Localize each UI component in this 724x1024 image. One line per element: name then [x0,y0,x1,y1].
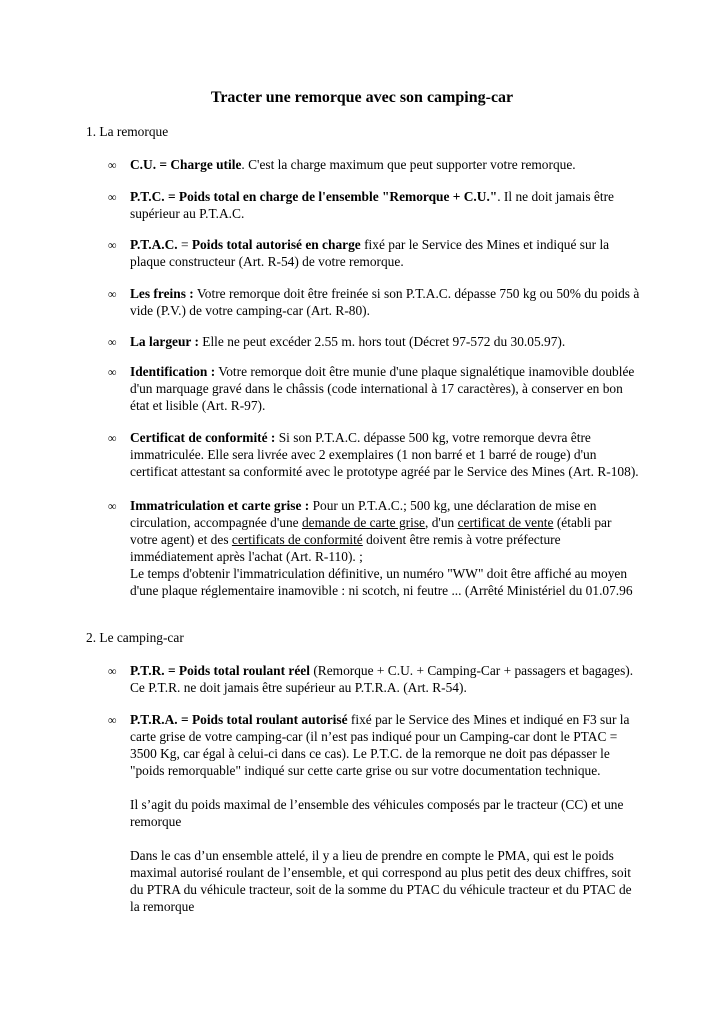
item-term: Les freins : [130,286,194,301]
item-text: fixé par le Service des Mines et indiqué sur la plaque constructeur (Art. R-54) de votre remorque. [130,237,610,269]
item-term: Immatriculation et carte grise : [130,498,310,513]
item-text: fixé par le Service des Mines et indiqué en F3 sur la carte grise de votre camping-car (il n’est pas indiqué pour un Camping-car dont le PTAC = 3500 Kg, car égal à celui-ci dans ce cas). Le P.T.C. de la remorque ne doit pas dépasser le "poids remorquable" indiqué sur cette carte grise ou sur votre documentation technique. [130,712,630,778]
bullet-icon: ∞ [108,158,117,172]
item-term: P.T.R.A. = Poids total roulant autorisé [130,712,348,727]
item-term: P.T.A.C. [130,237,178,252]
item-text: . Il ne doit jamais être supérieur au P.T.A.C. [130,189,614,221]
item-text: Si son P.T.A.C. dépasse 500 kg, votre remorque devra être immatriculée. Elle sera livrée avec 2 exemplaires (1 non barré et 1 barré de rouge) d'un certificat attestant sa conformité avec le prototype agréé par le Service des Mines (Art. R-108). [130,430,639,479]
item-term-2: Poids total autorisé en charge [191,237,361,252]
item-term: Identification : [130,364,216,379]
item-text: Elle ne peut excéder 2.55 m. hors tout (Décret 97-572 du 30.05.97). [198,334,566,349]
item-text: . C'est la charge maximum que peut supporter votre remorque. [241,157,576,172]
item-text: (Remorque + C.U. + Camping-Car + passagers et bagages). Ce P.T.R. ne doit jamais être supérieur au P.T.R.A. (Art. R-54). [130,663,634,695]
bullet-icon: ∞ [108,365,117,379]
bullet-icon: ∞ [108,499,117,513]
item-text: (établi par votre agent) et des [130,515,612,547]
bullet-icon: ∞ [108,664,117,678]
link-demande-carte-grise: demande de carte grise [301,515,426,530]
link-certificat-vente: certificat de vente [457,515,554,530]
item-term: Certificat de conformité : [130,430,276,445]
section-heading-camping-car: 2. Le camping-car [86,630,184,645]
item-term: P.T.C. = Poids total en charge de l'ensemble "Remorque + C.U." [130,189,498,204]
item-term: C.U. = Charge utile [130,157,242,172]
item-term: La largeur : [130,334,199,349]
link-certificats-conformite: certificats de conformité [231,532,363,547]
item-text: , d'un [425,515,458,530]
section-heading-remorque: 1. La remorque [86,124,169,139]
item-paragraph: Il s’agit du poids maximal de l’ensemble des véhicules composés par le tracteur (CC) et une remorque [130,797,624,829]
bullet-icon: ∞ [108,238,117,252]
item-text-continuation: Le temps d'obtenir l'immatriculation définitive, un numéro "WW" doit être affiché au moyen d'une plaque réglementaire inamovible : ni scotch, ni feutre ... (Arrêté Ministériel du 01.07.96 [130,566,633,598]
item-text: Votre remorque doit être munie d'une plaque signalétique inamovible doublée d'un marquage gravé dans le châssis (code international à 17 caractères), à conserver en bon état et lisible (Art. R-97). [130,364,635,413]
item-term: P.T.R. = Poids total roulant réel [130,663,310,678]
item-text: Pour un P.T.A.C.; 500 kg, une déclaration de mise en circulation, accompagnée d'une [130,498,597,530]
bullet-icon: ∞ [108,190,117,204]
bullet-icon: ∞ [108,431,117,445]
bullet-icon: ∞ [108,335,117,349]
bullet-icon: ∞ [108,287,117,301]
item-text: doivent être remis à votre préfecture immédiatement après l'achat (Art. R-110). ; [130,532,561,564]
document-title: Tracter une remorque avec son camping-car [210,89,514,106]
bullet-icon: ∞ [108,713,117,727]
item-paragraph: Dans le cas d’un ensemble attelé, il y a lieu de prendre en compte le PMA, qui est le poids maximal autorisé roulant de l’ensemble, et qui correspond au plus petit des deux chiffres, soit du PTRA du véhicule tracteur, soit de la somme du PTAC du véhicule tracteur et du PTAC de la remorque [130,848,632,914]
item-eq: = [177,237,192,252]
item-text: Votre remorque doit être freinée si son P.T.A.C. dépasse 750 kg ou 50% du poids à vide (P.V.) de votre camping-car (Art. R-80). [130,286,640,318]
